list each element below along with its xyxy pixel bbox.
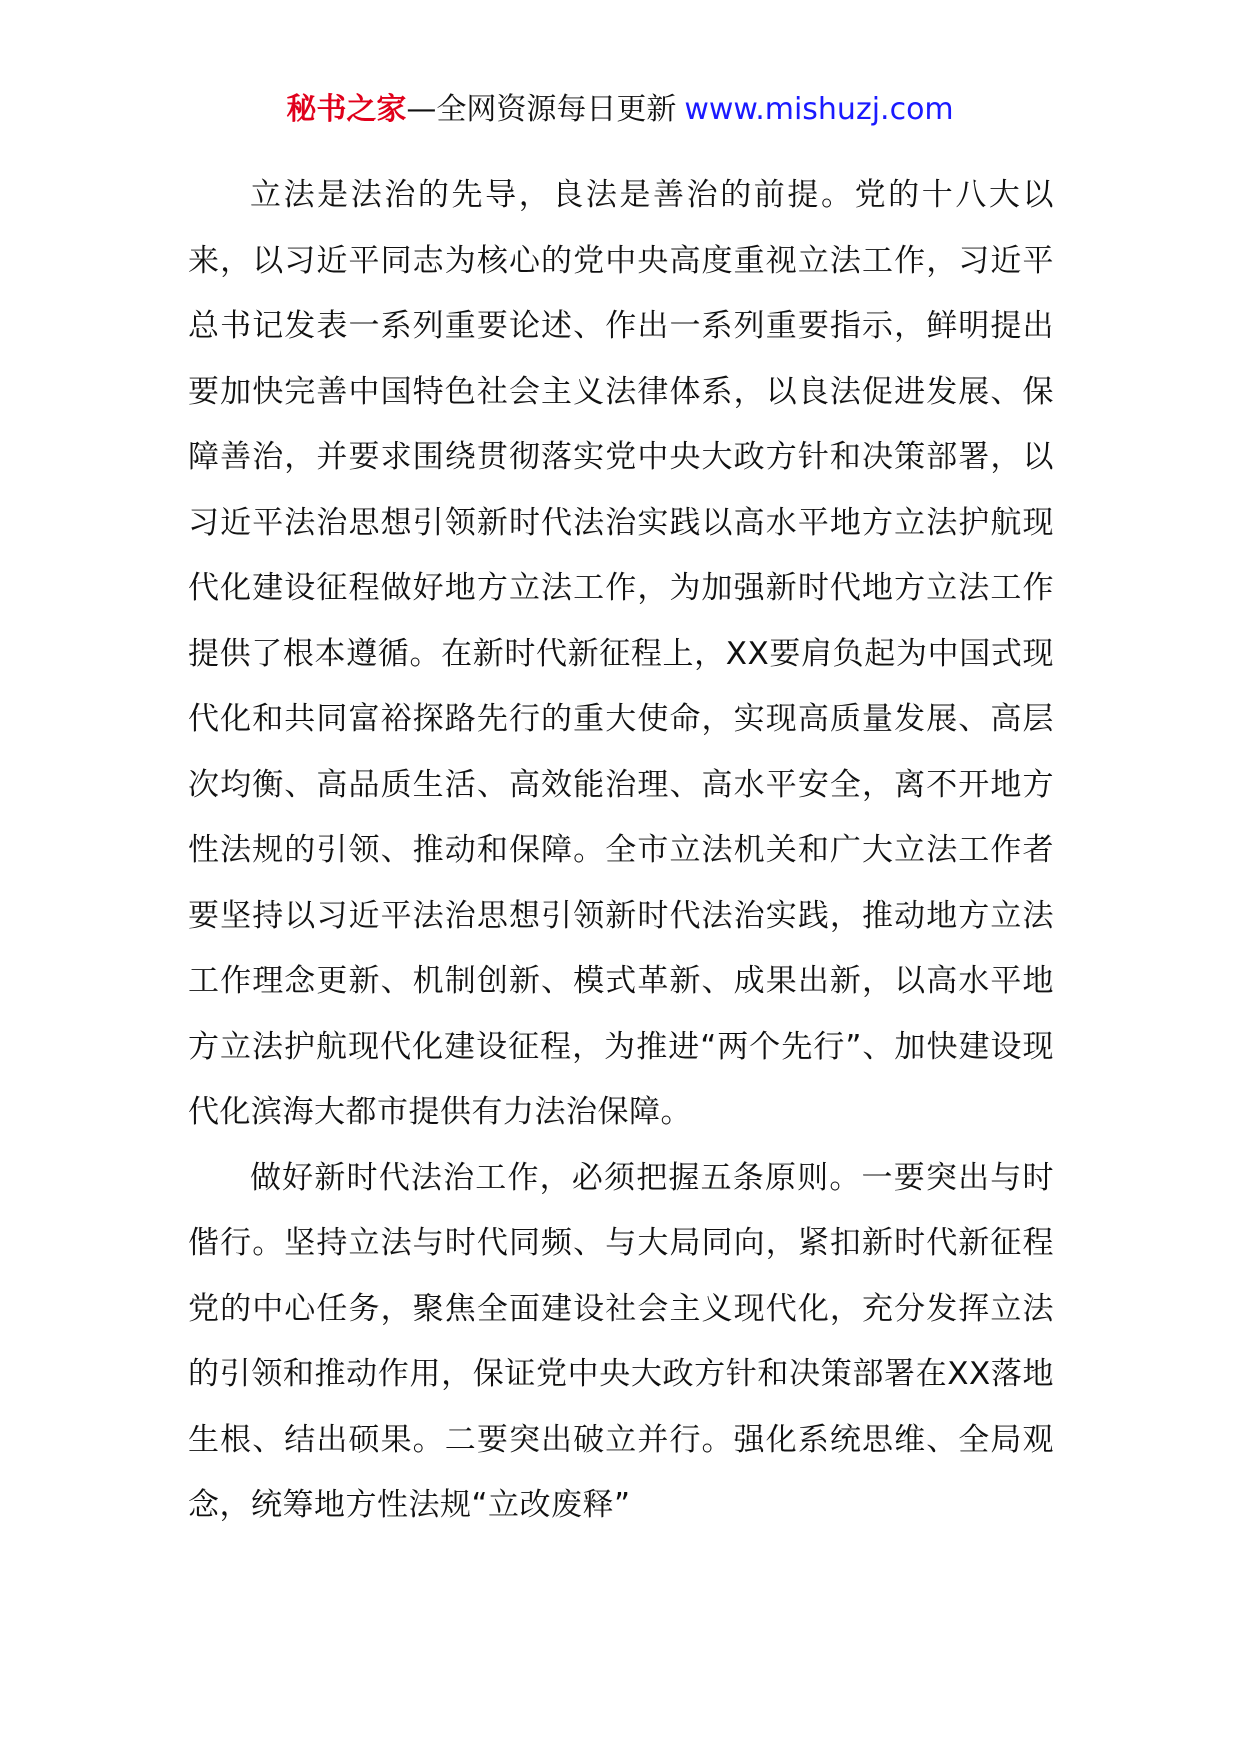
paragraph-2: 做好新时代法治工作，必须把握五条原则。一要突出与时偕行。坚持立法与时代同频、与大局同向，紧扣新时代新征程党的中心任务，聚焦全面建设社会主义现代化，充分发挥立法的引领和推动作用，保证党中央大政方针和决策部署在XX落地生根、结出硕果。二要突出破立并行。强化系统思维、全局观念，统筹地方性法规“立改废释” bbox=[188, 1159, 1054, 1523]
site-brand: 秘书之家 bbox=[286, 92, 407, 127]
site-tagline: —全网资源每日更新 bbox=[406, 92, 677, 127]
site-url-link[interactable]: www.mishuzj.com bbox=[684, 92, 954, 127]
paragraph-1: 立法是法治的先导，良法是善治的前提。党的十八大以来，以习近平同志为核心的党中央高度重视立法工作，习近平总书记发表一系列重要论述、作出一系列重要指示，鲜明提出要加快完善中国特色社会主义法律体系，以良法促进发展、保障善治，并要求围绕贯彻落实党中央大政方针和决策部署，以习近平法治思想引领新时代法治实践以高水平地方立法护航现代化建设征程做好地方立法工作，为加强新时代地方立法工作提供了根本遵循。在新时代新征程上，XX要肩负起为中国式现代化和共同富裕探路先行的重大使命，实现高质量发展、高层次均衡、高品质生活、高效能治理、高水平安全，离不开地方性法规的引领、推动和保障。全市立法机关和广大立法工作者要坚持以习近平法治思想引领新时代法治实践，推动地方立法工作理念更新、机制创新、模式革新、成果出新，以高水平地方立法护航现代化建设征程，为推进“两个先行”、加快建设现代化滨海大都市提供有力法治保障。 bbox=[188, 177, 1054, 1130]
document-body bbox=[188, 163, 1054, 1539]
site-header bbox=[0, 88, 1240, 132]
